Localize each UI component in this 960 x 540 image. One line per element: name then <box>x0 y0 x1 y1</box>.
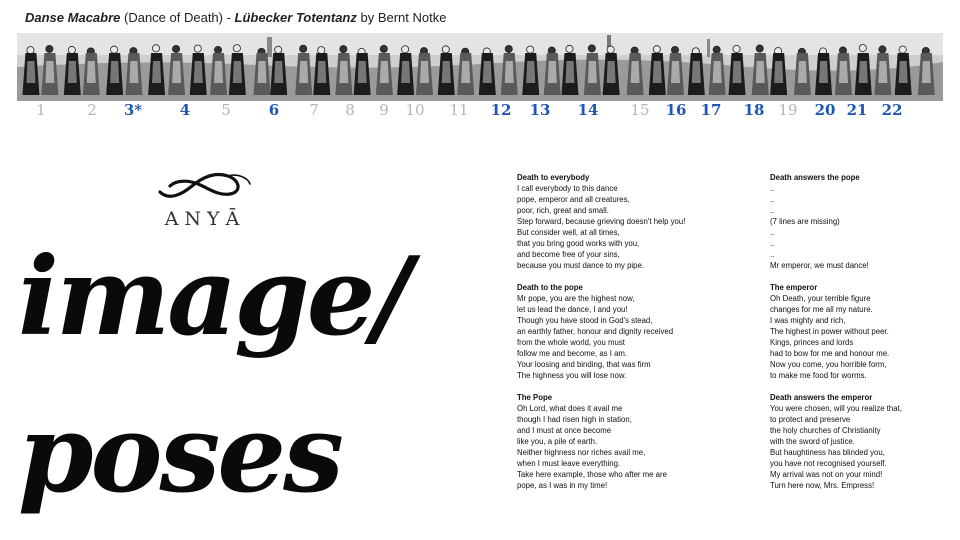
poem-line: Oh Lord, what does it avail me <box>517 404 623 413</box>
poem-stanza <box>770 282 955 381</box>
poem-line: from the whole world, you must <box>517 338 625 347</box>
poem-line: had to bow for me and honour me. <box>770 349 890 358</box>
slide-title <box>25 10 446 25</box>
poem-line: Kings, princes and lords <box>770 338 854 347</box>
figure-number: 2 <box>87 101 97 119</box>
poem-line: with the sword of justice. <box>770 437 855 446</box>
poem-line: when I must leave everything. <box>517 459 621 468</box>
figure-number: 11 <box>449 101 469 119</box>
poem-line: the holy churches of Christianity <box>770 426 881 435</box>
danse-macabre-frieze-image <box>17 33 943 101</box>
poem-line: Mr pope, you are the highest now, <box>517 294 635 303</box>
poem-line: Though you have stood in God's stead, <box>517 316 653 325</box>
poem-stanza <box>517 392 747 491</box>
figure-number: 14 <box>577 101 599 119</box>
poem-line: But consider well, at all times, <box>517 228 620 237</box>
poem-column-right <box>770 172 955 502</box>
figure-number: 7 <box>309 101 319 119</box>
poem-line: .. <box>770 228 775 237</box>
figure-number: 21 <box>846 101 868 119</box>
poem-stanza <box>770 392 955 491</box>
poem-line: Step forward, because grieving doesn't help you! <box>517 217 686 226</box>
poem-line: I was mighty and rich, <box>770 316 846 325</box>
poem-column-left <box>517 172 747 502</box>
poem-line: The highness you will lose now. <box>517 371 627 380</box>
poem-stanza <box>517 172 747 271</box>
poem-line: Your loosing and binding, that was firm <box>517 360 651 369</box>
stanza-heading: Death to everybody <box>517 173 590 182</box>
poem-line: But haughtiness has blinded you, <box>770 448 885 457</box>
anya-logo <box>150 170 260 232</box>
poem-line: .. <box>770 239 775 248</box>
figure-number: 18 <box>743 101 765 119</box>
poem-line: pope, emperor and all creatures, <box>517 195 630 204</box>
figure-number: 1 <box>36 101 46 119</box>
poem-line: pope, as I was in my time! <box>517 481 608 490</box>
poem-line: .. <box>770 184 775 193</box>
figure-number-row <box>0 101 960 125</box>
poem-line: to make me food for worms. <box>770 371 867 380</box>
poem-line: like you, a pile of earth. <box>517 437 598 446</box>
title-artwork-translation: (Dance of Death) - <box>120 10 235 25</box>
poem-line: and become free of your sins, <box>517 250 620 259</box>
poem-line: Mr emperor, we must dance! <box>770 261 869 270</box>
figure-number: 5 <box>221 101 231 119</box>
figure-number: 22 <box>881 101 903 119</box>
poem-line: Turn here now, Mrs. Empress! <box>770 481 875 490</box>
stanza-heading: The Pope <box>517 393 553 402</box>
figure-number: 17 <box>700 101 722 119</box>
poem-line: an earthly father, honour and dignity received <box>517 327 674 336</box>
poem-line: Oh Death, your terrible figure <box>770 294 871 303</box>
poem-line: Now you come, you horrible form, <box>770 360 887 369</box>
stanza-heading: Death answers the pope <box>770 173 860 182</box>
poem-line: changes for me all my nature. <box>770 305 873 314</box>
stanza-heading: The emperor <box>770 283 818 292</box>
poem-stanza <box>517 282 747 381</box>
figure-number: 10 <box>405 101 425 119</box>
poem-line: The highest in power without peer. <box>770 327 889 336</box>
poem-line: You were chosen, will you realize that, <box>770 404 902 413</box>
poem-stanza <box>770 172 955 271</box>
poem-line: let us lead the dance, I and you! <box>517 305 628 314</box>
poem-line: Neither highness nor riches avail me, <box>517 448 646 457</box>
poem-line: Take here example, those who after me are <box>517 470 667 479</box>
poem-line: and I must at once become <box>517 426 612 435</box>
poem-line: .. <box>770 195 775 204</box>
hero-word-poses: poses <box>18 391 341 517</box>
figure-number: 20 <box>814 101 836 119</box>
figure-number: 6 <box>268 101 280 119</box>
figure-number: 13 <box>529 101 551 119</box>
poem-line: follow me and become, as I am. <box>517 349 628 358</box>
title-artist: by Bernt Notke <box>356 10 447 25</box>
stanza-heading: Death answers the emperor <box>770 393 873 402</box>
poem-line: to protect and preserve <box>770 415 851 424</box>
stanza-heading: Death to the pope <box>517 283 583 292</box>
title-artwork-name: Danse Macabre <box>25 10 121 25</box>
poem-line: .. <box>770 206 775 215</box>
poem-line: you have not recognised yourself. <box>770 459 887 468</box>
poem-line: poor, rich, great and small. <box>517 206 609 215</box>
figure-number: 19 <box>778 101 798 119</box>
hero-word-image: image/ <box>18 234 409 360</box>
figure-number: 4 <box>179 101 191 119</box>
poem-line: that you bring good works with you, <box>517 239 640 248</box>
poem-line: I call everybody to this dance <box>517 184 618 193</box>
poem-line: (7 lines are missing) <box>770 217 840 226</box>
poem-line: though I had risen high in station, <box>517 415 632 424</box>
figure-number: 15 <box>630 101 650 119</box>
poem-line: because you must dance to my pipe. <box>517 261 644 270</box>
poem-line: .. <box>770 250 775 259</box>
figure-number: 3* <box>123 101 143 119</box>
title-artwork-location: Lübecker Totentanz <box>234 10 357 25</box>
frieze-figures-illustration <box>17 33 943 101</box>
figure-number: 8 <box>345 101 355 119</box>
logo-wordmark: ANYĀ <box>164 208 246 230</box>
poem-line: My arrival was not on your mind! <box>770 470 883 479</box>
infinity-flourish-icon <box>158 170 253 200</box>
figure-number: 16 <box>665 101 687 119</box>
figure-number: 9 <box>379 101 389 119</box>
figure-number: 12 <box>490 101 512 119</box>
